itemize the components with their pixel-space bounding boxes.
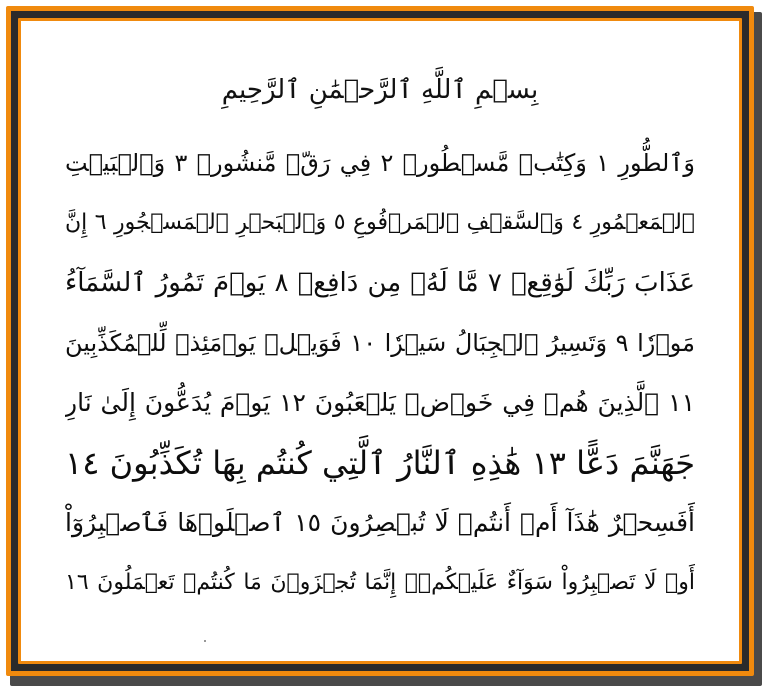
verse-line-1: وَٱلطُّورِ ١ وَكِتَٰبٖ مَّسۡطُورٖ ٢ فِي رَقّٖ مَّنشُورٖ ٣ وَٱلۡبَيۡتِ — [65, 149, 695, 177]
mushaf-page — [25, 25, 735, 657]
page-frame-inner-border — [18, 18, 742, 664]
verse-line-5: ١١ ٱلَّذِينَ هُمۡ فِي خَوۡضٖ يَلۡعَبُونَ ١٢ يَوۡمَ يُدَعُّونَ إِلَىٰ نَارِ — [65, 388, 695, 417]
verse-line-7: أَفَسِحۡرٌ هَٰذَآ أَمۡ أَنتُمۡ لَا تُبۡصِرُونَ ١٥ ٱصۡلَوۡهَا فَٱصۡبِرُوٓاْ — [65, 508, 695, 537]
verse-line-6: جَهَنَّمَ دَعًّا ١٣ هَٰذِهِ ٱلنَّارُ ٱلَّتِي كُنتُم بِهَا تُكَذِّبُونَ ١٤ — [65, 444, 695, 482]
verse-line-3: عَذَابَ رَبِّكَ لَوَٰقِعٞ ٧ مَّا لَهُۥ مِن دَافِعٖ ٨ يَوۡمَ تَمُورُ ٱلسَّمَآءُ — [65, 268, 695, 298]
verse-line-8: أَوۡ لَا تَصۡبِرُواْ سَوَآءٌ عَلَيۡكُمۡۖ إِنَّمَا تُجۡزَوۡنَ مَا كُنتُمۡ تَعۡمَلُونَ ١٦ — [65, 570, 695, 595]
stray-dot — [204, 640, 206, 642]
verse-lines — [65, 133, 695, 613]
verse-line-4: مَوۡرٗا ٩ وَتَسِيرُ ٱلۡجِبَالُ سَيۡرٗا ١٠ فَوَيۡلٞ يَوۡمَئِذٖ لِّلۡمُكَذِّبِينَ — [65, 329, 695, 357]
verse-line-2: ٱلۡمَعۡمُورِ ٤ وَٱلسَّقۡفِ ٱلۡمَرۡفُوعِ ٥ وَٱلۡبَحۡرِ ٱلۡمَسۡجُورِ ٦ إِنَّ — [65, 210, 695, 235]
page-frame — [6, 6, 754, 676]
basmala: بِسۡمِ ٱللَّهِ ٱلرَّحۡمَٰنِ ٱلرَّحِيمِ — [221, 75, 539, 105]
